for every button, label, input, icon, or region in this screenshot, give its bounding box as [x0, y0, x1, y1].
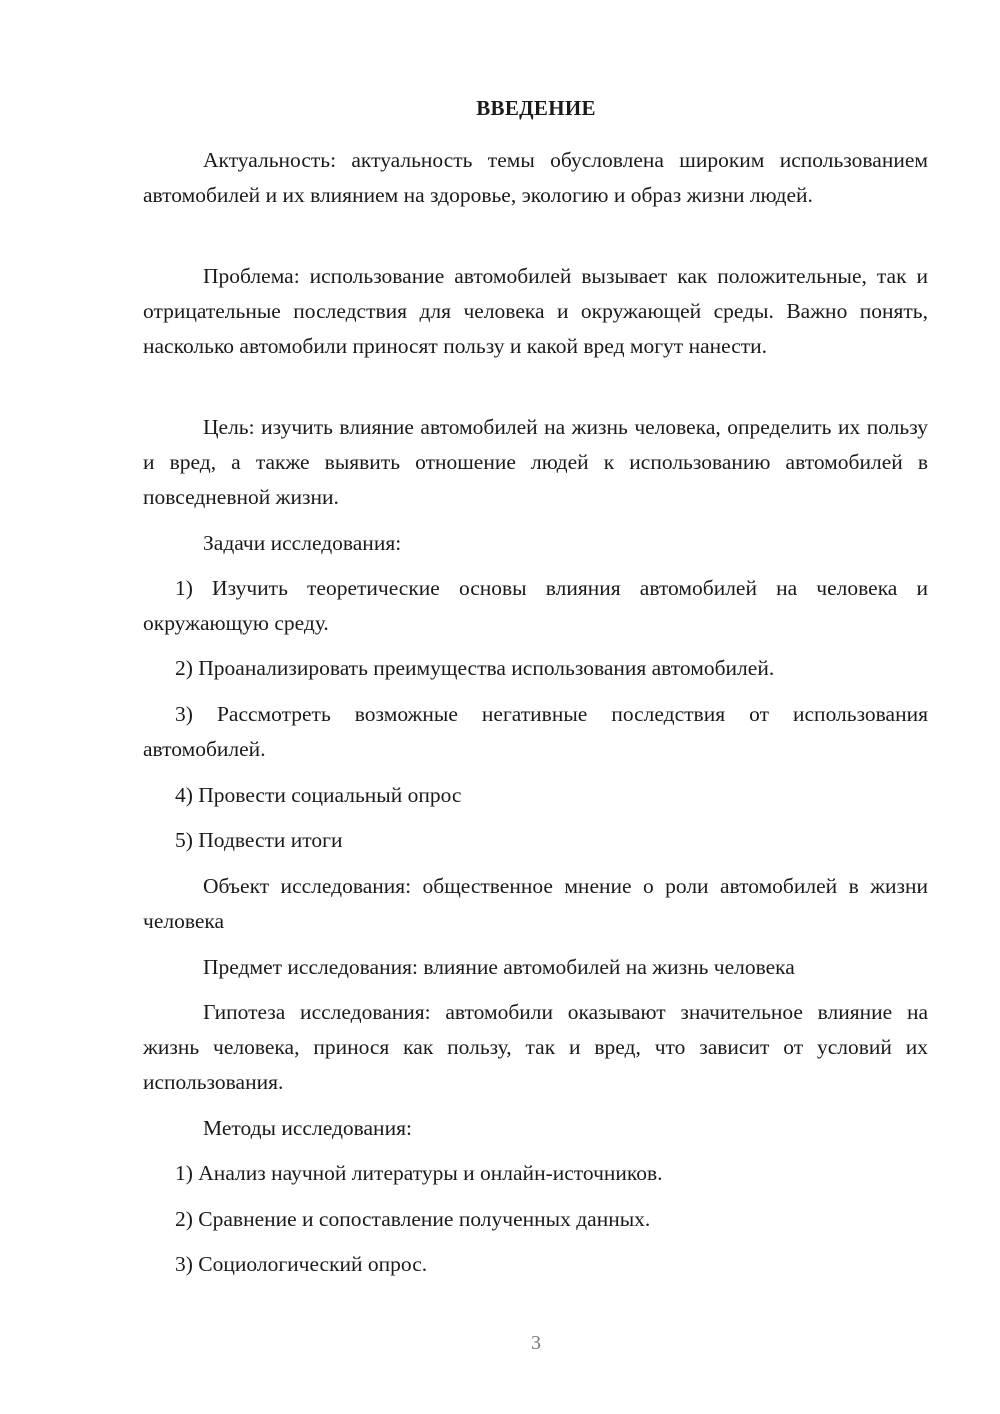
paragraph-hypothesis: Гипотеза исследования: автомобили оказывают значительное влияние на жизнь человека, принося как пользу, так и вред, что зависит от условий их использования.: [143, 1000, 928, 1094]
method-item-3: 3) Социологический опрос.: [175, 1252, 428, 1276]
tasks-heading: Задачи исследования:: [203, 531, 402, 555]
task-item-5: 5) Подвести итоги: [175, 828, 343, 852]
method-item-2: 2) Сравнение и сопоставление полученных данных.: [175, 1207, 651, 1231]
task-item-3: 3) Рассмотреть возможные негативные последствия от использования автомобилей.: [143, 702, 928, 761]
paragraph-object: Объект исследования: общественное мнение о роли автомобилей в жизни человека: [143, 874, 928, 933]
page-number: 3: [531, 1332, 541, 1354]
method-item-1: 1) Анализ научной литературы и онлайн-источников.: [175, 1161, 663, 1185]
paragraph-relevance: Актуальность: актуальность темы обусловлена широким использованием автомобилей и их влиянием на здоровье, экологию и образ жизни людей.: [143, 148, 928, 207]
paragraph-problem: Проблема: использование автомобилей вызывает как положительные, так и отрицательные последствия для человека и окружающей среды. Важно понять, насколько автомобили приносят пользу и какой вред могут нанести.: [143, 264, 928, 358]
section-title: ВВЕДЕНИЕ: [476, 96, 596, 120]
methods-heading: Методы исследования:: [203, 1116, 412, 1140]
paragraph-subject: Предмет исследования: влияние автомобилей на жизнь человека: [203, 955, 795, 979]
task-item-1: 1) Изучить теоретические основы влияния автомобилей на человека и окружающую среду.: [143, 576, 928, 635]
paragraph-goal: Цель: изучить влияние автомобилей на жизнь человека, определить их пользу и вред, а также выявить отношение людей к использованию автомобилей в повседневной жизни.: [143, 415, 928, 509]
task-item-4: 4) Провести социальный опрос: [175, 783, 462, 807]
task-item-2: 2) Проанализировать преимущества использования автомобилей.: [175, 656, 775, 680]
